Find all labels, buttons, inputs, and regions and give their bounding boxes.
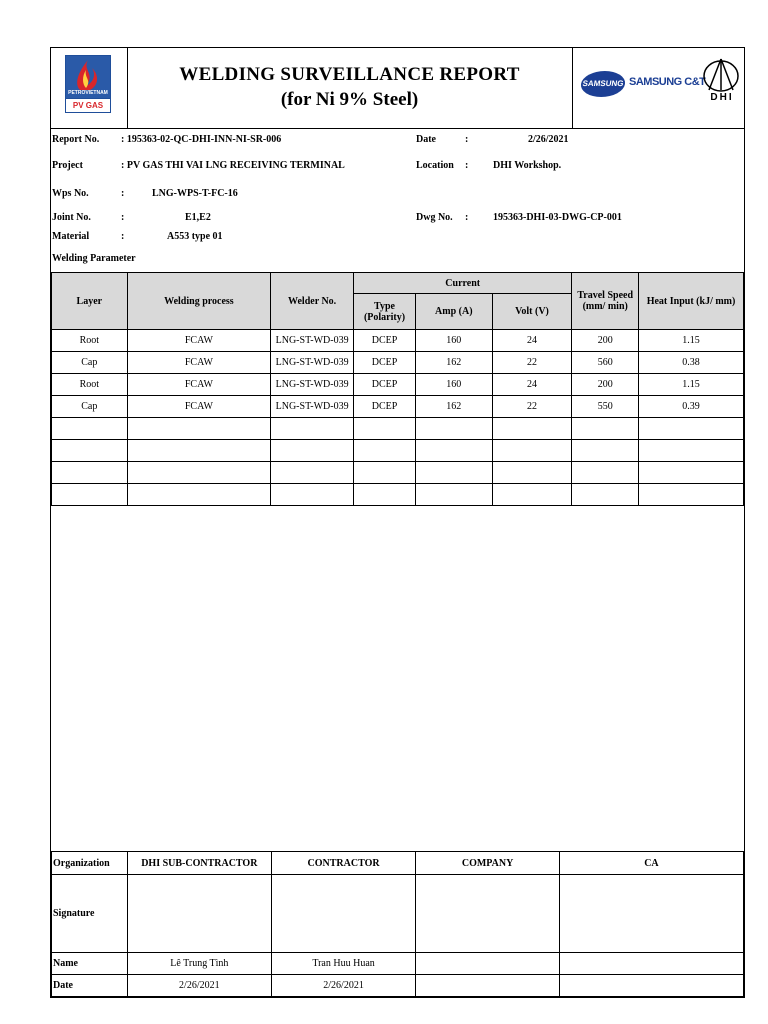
dhi-logo-text: DHI bbox=[710, 92, 734, 103]
welding-parameter-label: Welding Parameter bbox=[52, 253, 136, 264]
col-travel-speed bbox=[572, 273, 639, 330]
report-sheet bbox=[50, 47, 745, 998]
dwg-value: 195363-DHI-03-DWG-CP-001 bbox=[493, 212, 622, 223]
table-header-row bbox=[52, 273, 744, 294]
cell-heat: 0.38 bbox=[639, 352, 744, 374]
cell-layer: Cap bbox=[52, 396, 128, 418]
org-company: COMPANY bbox=[416, 852, 560, 875]
pvgas-logo-text: PV GAS bbox=[65, 98, 111, 113]
cell-speed: 200 bbox=[572, 330, 639, 352]
cell-process: FCAW bbox=[127, 330, 270, 352]
empty-row bbox=[52, 484, 744, 506]
signature-cell bbox=[127, 875, 271, 953]
name-label: Name bbox=[52, 953, 128, 975]
table-row bbox=[52, 396, 744, 418]
cell-heat: 0.39 bbox=[639, 396, 744, 418]
date-cell: 2/26/2021 bbox=[271, 975, 416, 997]
date-label: Date bbox=[416, 134, 436, 145]
project-value: : PV GAS THI VAI LNG RECEIVING TERMINAL bbox=[121, 160, 345, 171]
cell-speed: 550 bbox=[572, 396, 639, 418]
cell-volt: 24 bbox=[492, 374, 572, 396]
cell-welder: LNG-ST-WD-039 bbox=[271, 352, 354, 374]
col-amp: Amp (A) bbox=[415, 294, 492, 330]
date-row bbox=[52, 975, 744, 997]
empty-row bbox=[52, 440, 744, 462]
report-subtitle: (for Ni 9% Steel) bbox=[280, 89, 419, 110]
table-row bbox=[52, 330, 744, 352]
type-line1: Type bbox=[374, 300, 395, 312]
col-current: Current bbox=[354, 273, 572, 294]
org-dhi-sub-contractor: DHI SUB-CONTRACTOR bbox=[127, 852, 271, 875]
cell-layer: Cap bbox=[52, 352, 128, 374]
cell-type: DCEP bbox=[354, 330, 416, 352]
cell-type: DCEP bbox=[354, 374, 416, 396]
cell-amp: 162 bbox=[415, 352, 492, 374]
cell-process: FCAW bbox=[127, 396, 270, 418]
report-title: WELDING SURVEILLANCE REPORT bbox=[179, 64, 520, 85]
organization-row bbox=[52, 852, 744, 875]
cell-heat: 1.15 bbox=[639, 330, 744, 352]
location-colon: : bbox=[465, 160, 469, 171]
report-no-value: : 195363-02-QC-DHI-INN-NI-SR-006 bbox=[121, 134, 282, 145]
col-volt: Volt (V) bbox=[492, 294, 572, 330]
date-cell bbox=[416, 975, 560, 997]
travel-speed-line2: (mm/ min) bbox=[582, 301, 628, 312]
signature-cell bbox=[271, 875, 416, 953]
signature-cell bbox=[416, 875, 560, 953]
joint-label: Joint No. bbox=[52, 212, 91, 223]
location-value: DHI Workshop. bbox=[493, 160, 562, 171]
samsung-logo: SAMSUNG bbox=[579, 71, 627, 97]
signature-row bbox=[52, 875, 744, 953]
cell-welder: LNG-ST-WD-039 bbox=[271, 330, 354, 352]
signature-label: Signature bbox=[52, 875, 128, 953]
empty-row bbox=[52, 462, 744, 484]
col-heat-input: Heat Input (kJ/ mm) bbox=[639, 273, 744, 330]
col-type-polarity bbox=[354, 294, 416, 330]
cell-type: DCEP bbox=[354, 352, 416, 374]
project-label: Project bbox=[52, 160, 83, 171]
cell-volt: 24 bbox=[492, 330, 572, 352]
table-row bbox=[52, 352, 744, 374]
wps-label: Wps No. bbox=[52, 188, 89, 199]
signature-table bbox=[51, 851, 744, 997]
material-value: A553 type 01 bbox=[167, 231, 223, 242]
joint-colon: : bbox=[121, 212, 125, 223]
contractor-logos bbox=[572, 48, 745, 128]
cell-volt: 22 bbox=[492, 352, 572, 374]
col-layer: Layer bbox=[52, 273, 128, 330]
travel-speed-line1: Travel Speed bbox=[577, 290, 634, 301]
date-cell: 2/26/2021 bbox=[127, 975, 271, 997]
date-value: 2/26/2021 bbox=[528, 134, 569, 145]
cell-amp: 160 bbox=[415, 330, 492, 352]
name-cell bbox=[559, 953, 743, 975]
samsung-ct-logo: SAMSUNG C&T bbox=[629, 76, 706, 88]
cell-speed: 200 bbox=[572, 374, 639, 396]
name-row bbox=[52, 953, 744, 975]
material-label: Material bbox=[52, 231, 90, 242]
dwg-colon: : bbox=[465, 212, 469, 223]
date-row-label: Date bbox=[52, 975, 128, 997]
table-row bbox=[52, 374, 744, 396]
cell-process: FCAW bbox=[127, 352, 270, 374]
joint-value: E1,E2 bbox=[185, 212, 211, 223]
pvgas-logo-top-text: PETROVIETNAM bbox=[68, 90, 108, 96]
col-welder-no: Welder No. bbox=[271, 273, 354, 330]
cell-volt: 22 bbox=[492, 396, 572, 418]
org-ca: CA bbox=[559, 852, 743, 875]
report-header bbox=[51, 48, 744, 129]
name-cell bbox=[416, 953, 560, 975]
cell-welder: LNG-ST-WD-039 bbox=[271, 374, 354, 396]
cell-process: FCAW bbox=[127, 374, 270, 396]
cell-layer: Root bbox=[52, 330, 128, 352]
cell-type: DCEP bbox=[354, 396, 416, 418]
org-contractor: CONTRACTOR bbox=[271, 852, 416, 875]
cell-heat: 1.15 bbox=[639, 374, 744, 396]
date-colon: : bbox=[465, 134, 469, 145]
name-cell: Lê Trung Tình bbox=[127, 953, 271, 975]
name-cell: Tran Huu Huan bbox=[271, 953, 416, 975]
material-colon: : bbox=[121, 231, 125, 242]
type-line2: (Polarity) bbox=[363, 311, 406, 323]
welding-parameter-table bbox=[51, 272, 744, 506]
cell-amp: 162 bbox=[415, 396, 492, 418]
cell-layer: Root bbox=[52, 374, 128, 396]
col-welding-process: Welding process bbox=[127, 273, 270, 330]
dwg-label: Dwg No. bbox=[416, 212, 453, 223]
pvgas-logo bbox=[51, 48, 128, 128]
report-no-label: Report No. bbox=[52, 134, 100, 145]
empty-row bbox=[52, 418, 744, 440]
wps-colon: : bbox=[121, 188, 125, 199]
organization-label: Organization bbox=[52, 852, 128, 875]
cell-speed: 560 bbox=[572, 352, 639, 374]
dhi-tower-icon bbox=[701, 56, 741, 92]
location-label: Location bbox=[416, 160, 454, 171]
signature-cell bbox=[559, 875, 743, 953]
cell-amp: 160 bbox=[415, 374, 492, 396]
date-cell bbox=[559, 975, 743, 997]
wps-value: LNG-WPS-T-FC-16 bbox=[152, 188, 238, 199]
cell-welder: LNG-ST-WD-039 bbox=[271, 396, 354, 418]
